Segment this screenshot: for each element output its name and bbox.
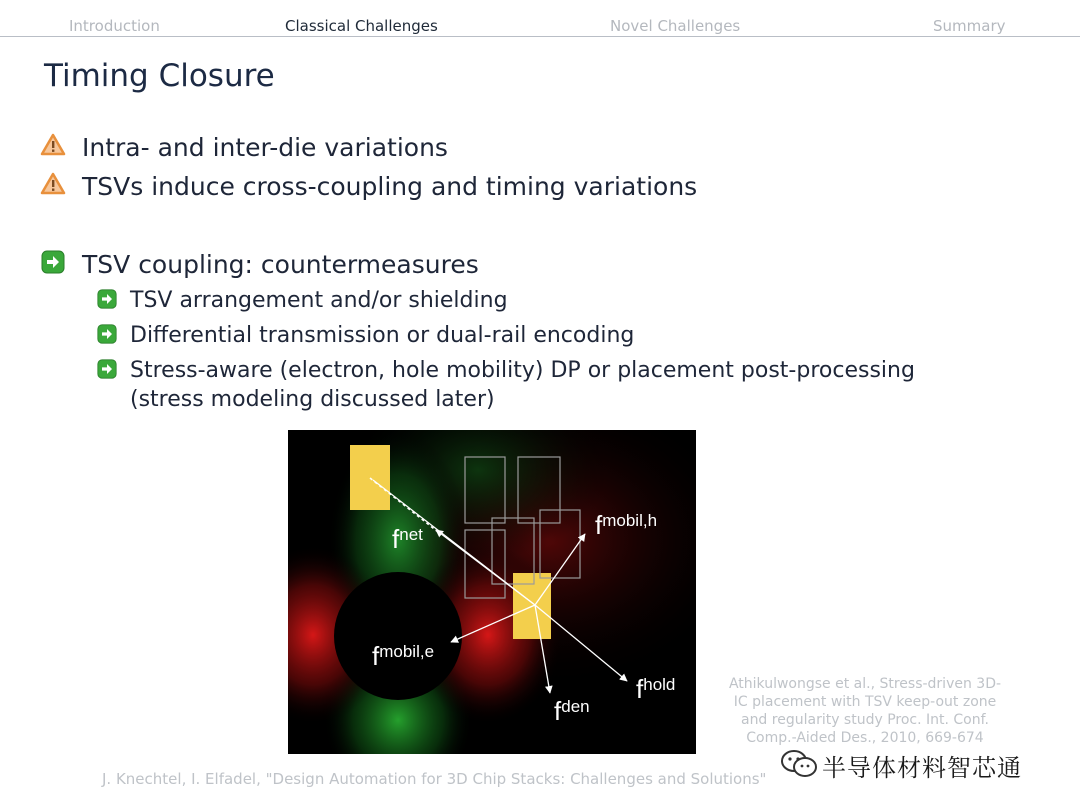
stress-field-diagram	[288, 430, 696, 754]
label-f-mobil-e: fmobil,e	[372, 641, 435, 671]
wechat-icon	[780, 748, 818, 780]
label-f-net: fnet	[392, 524, 423, 554]
slide-title: Timing Closure	[44, 58, 275, 94]
nav-item-introduction[interactable]: Introduction	[69, 17, 160, 35]
sub-bullet-arrangement: TSV arrangement and/or shielding	[130, 288, 508, 313]
citation-line: Comp.-Aided Des., 2010, 669-674	[746, 730, 984, 746]
label-f-den: fden	[554, 696, 590, 726]
nav-item-classical-challenges[interactable]: Classical Challenges	[285, 17, 438, 35]
watermark	[778, 742, 1068, 786]
warning-icon	[40, 172, 66, 196]
warning-bullet-tsv-coupling: TSVs induce cross-coupling and timing variations	[82, 172, 698, 201]
label-f-mobil-h: fmobil,h	[595, 510, 658, 540]
green-arrow-icon	[41, 250, 65, 274]
section-nav	[0, 14, 1080, 37]
green-arrow-icon	[97, 289, 117, 309]
stress-placement-figure	[288, 430, 696, 754]
label-f-hold: fhold	[636, 674, 676, 704]
tsv-circle	[334, 572, 462, 700]
slide-footer: J. Knechtel, I. Elfadel, "Design Automation for 3D Chip Stacks: Challenges and Solutions"	[102, 770, 767, 788]
green-arrow-icon	[97, 359, 117, 379]
countermeasure-bullet: TSV coupling: countermeasures	[82, 250, 479, 279]
citation-line: IC placement with TSV keep-out zone	[733, 694, 997, 710]
sub-bullet-stress-aware: Stress-aware (electron, hole mobility) DP or placement post-processing	[130, 358, 915, 383]
citation-line: Athikulwongse et al., Stress-driven 3D-	[728, 676, 1002, 692]
green-arrow-icon	[97, 324, 117, 344]
nav-item-summary[interactable]: Summary	[933, 17, 1006, 35]
figure-citation	[712, 675, 1018, 747]
sub-bullet-stress-aware-continuation: (stress modeling discussed later)	[130, 387, 495, 412]
nav-item-novel-challenges[interactable]: Novel Challenges	[610, 17, 741, 35]
cell-block-top-left	[350, 445, 390, 510]
warning-bullet-variations: Intra- and inter-die variations	[82, 133, 448, 162]
warning-icon	[40, 133, 66, 157]
sub-bullet-differential: Differential transmission or dual-rail encoding	[130, 323, 635, 348]
citation-line: and regularity study Proc. Int. Conf.	[740, 712, 989, 728]
watermark-text: 半导体材料智芯通	[822, 754, 1022, 782]
